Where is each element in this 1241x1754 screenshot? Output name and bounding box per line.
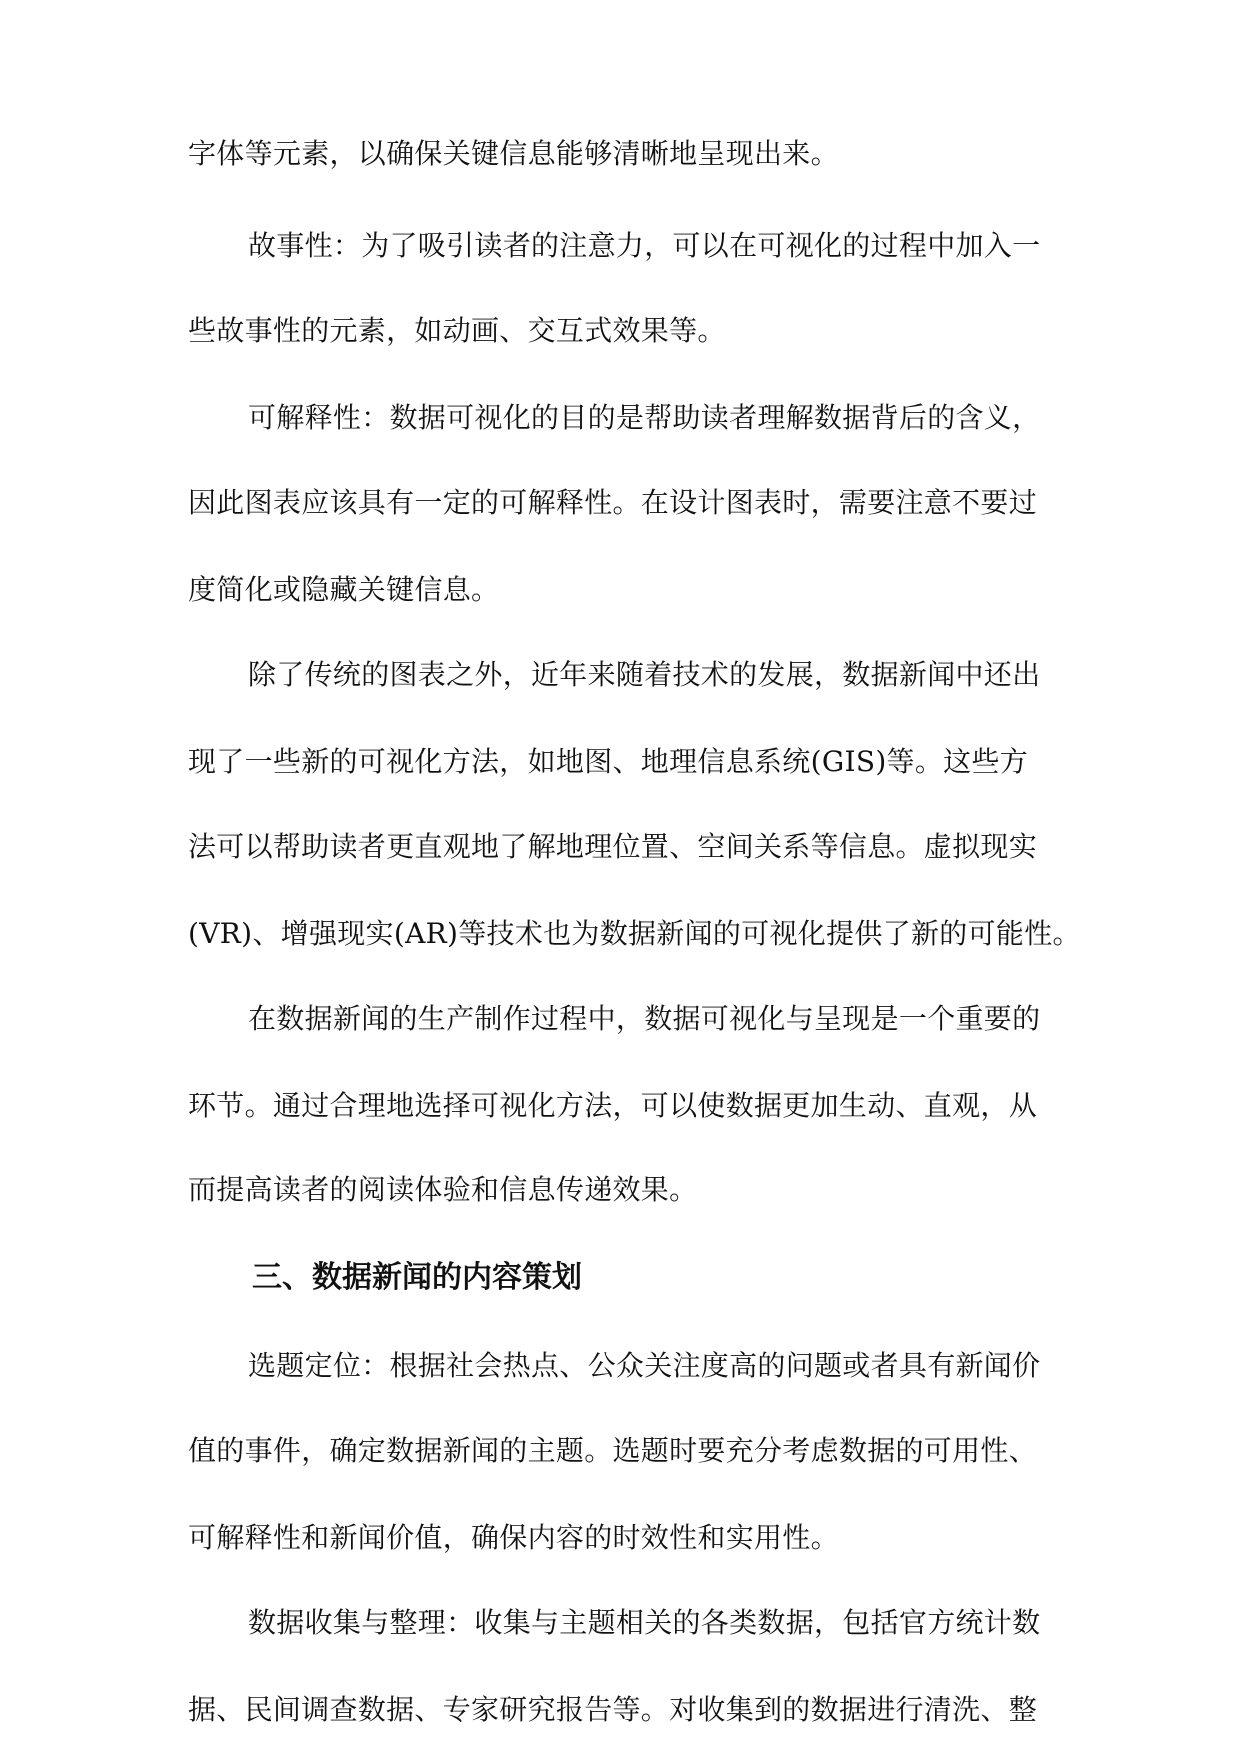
text-line: 据、民间调查数据、专家研究报告等。对收集到的数据进行清洗、整 <box>188 1693 1038 1726</box>
section-heading: 三、数据新闻的内容策划 <box>252 1260 582 1295</box>
text-line: 度简化或隐藏关键信息。 <box>188 573 500 606</box>
text-line: 数据收集与整理：收集与主题相关的各类数据，包括官方统计数 <box>248 1606 1041 1639</box>
text-line: 可解释性和新闻价值，确保内容的时效性和实用性。 <box>188 1521 839 1554</box>
text-line: 可解释性：数据可视化的目的是帮助读者理解数据背后的含义， <box>248 401 1041 434</box>
text-line: 字体等元素，以确保关键信息能够清晰地呈现出来。 <box>188 137 839 170</box>
text-line: 而提高读者的阅读体验和信息传递效果。 <box>188 1173 698 1206</box>
text-line: 法可以帮助读者更直观地了解地理位置、空间关系等信息。虚拟现实 <box>188 830 1038 863</box>
text-line: 故事性：为了吸引读者的注意力，可以在可视化的过程中加入一 <box>248 229 1041 262</box>
text-line: 值的事件，确定数据新闻的主题。选题时要充分考虑数据的可用性、 <box>188 1434 1038 1467</box>
text-line: 因此图表应该具有一定的可解释性。在设计图表时，需要注意不要过 <box>188 486 1038 519</box>
text-line: 些故事性的元素，如动画、交互式效果等。 <box>188 314 726 347</box>
text-line: (VR)、增强现实(AR)等技术也为数据新闻的可视化提供了新的可能性。 <box>188 917 1081 950</box>
text-line: 现了一些新的可视化方法，如地图、地理信息系统(GIS)等。这些方 <box>188 745 1029 778</box>
text-line: 环节。通过合理地选择可视化方法，可以使数据更加生动、直观，从 <box>188 1089 1038 1122</box>
text-line: 选题定位：根据社会热点、公众关注度高的问题或者具有新闻价 <box>248 1349 1041 1382</box>
text-line: 除了传统的图表之外，近年来随着技术的发展，数据新闻中还出 <box>248 658 1041 691</box>
text-line: 在数据新闻的生产制作过程中，数据可视化与呈现是一个重要的 <box>248 1002 1041 1035</box>
